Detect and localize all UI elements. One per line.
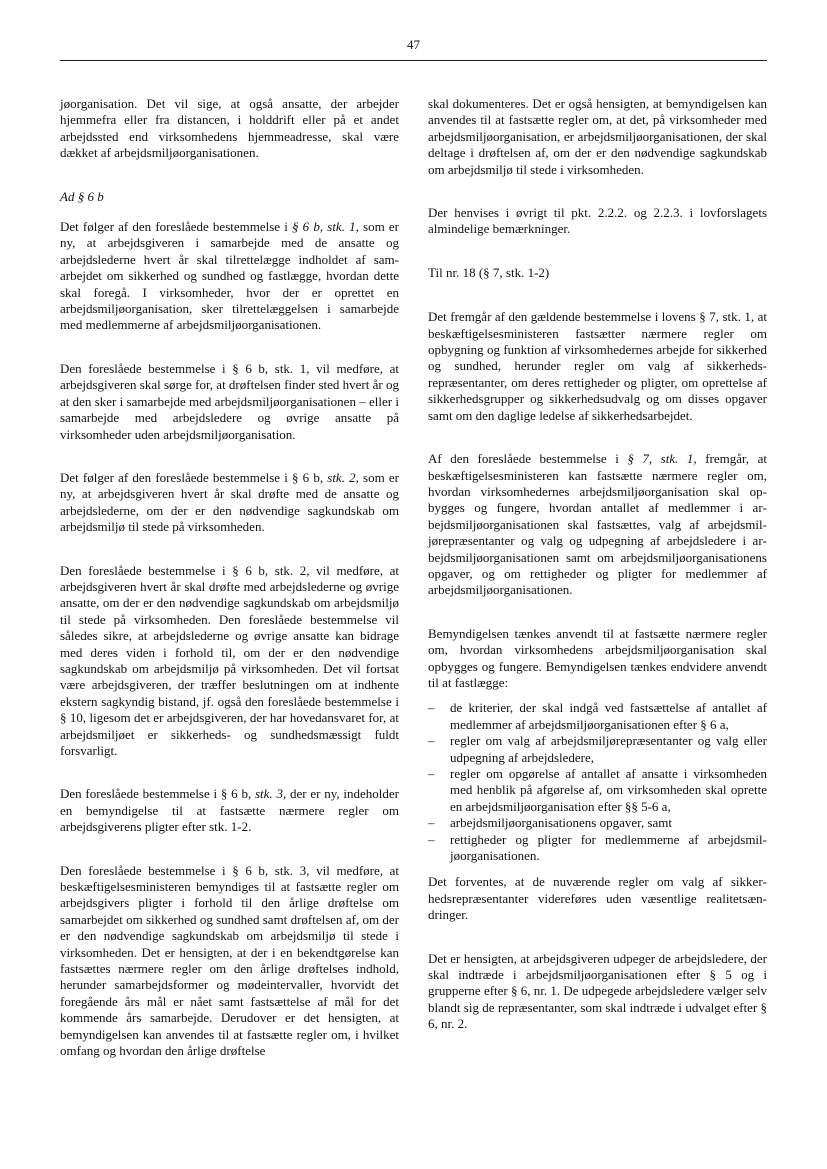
paragraph: Den foreslåede bestemmelse i § 6 b, stk. 3, vil medføre, at beskæftigelsesministeren bemyndiges til at fastsætte regler om arbejdsgivers pligter i forhold til den årlige drøftelse om samarbejdet om sikkerhed og sundhed samt drøftelsen af, om der er den nødvendige sagkundskab om arbejdsmiljø til stede i virksomheden. Det er hensigten, at der i en bekendtgørelse kan fastsættes nærmere regler om den årlige drøftelses indhold, herunder samarbejdsformer og mødeintervaller, hvorvidt det foregående års mål er nået samt fastsættelse af mål for det kommende års samarbejde. Derudover er det hensigten, at bemyndigelsen kan anvendes til at fastsætte regler om, i hvilket omfang og hvordan den årlige drøftelse: [60, 862, 399, 1059]
paragraph: skal dokumenteres. Det er også hensigten, at bemyndigelsen kan anvendes til at fastsætte regler om, at det, på virksomheder med arbejdsmiljøorganisation, er arbejdsmiljøorganisationen, der skal deltage i drøftelsen af, om der er den nødvendige sagkundskab om arbejdsmiljø til stede i virksomheden.: [428, 96, 767, 177]
paragraph: Det fremgår af den gældende bestemmelse i lovens § 7, stk. 1, at beskæftigelsesministeren fastsætter nærmere regler om opbygning og funktion af virksomhedernes arbejde for sikkerhed og sundhed, herunder regler om valg af sikkerhedsrepræsentanter, om deres rettigheder og pligter, om oprettelse af sikkerhedsgrupper og sikkerhedsudvalg og om disses opgaver samt om den daglige ledelse af sikkerhedsarbejdet.: [428, 309, 767, 423]
paragraph: jøorganisation. Det vil sige, at også ansatte, der arbejder hjemmefra eller fra distancen, i holddrift eller på et andet arbejdssted end virksomhedens hjemmeadresse, skal være dækket af arbejdsmiljøorganisationen.: [60, 96, 399, 161]
list-item: – rettigheder og pligter for medlemmerne af arbejdsmiljøorganisationen.: [428, 832, 767, 865]
page-number: 47: [407, 37, 420, 52]
paragraph: [60, 219, 399, 334]
section-heading: Ad § 6 b: [60, 188, 104, 204]
text-run: Den foreslåede bestemmelse i § 6 b,: [60, 786, 255, 802]
paragraph: Det forventes, at de nuværende regler om valg af sikkerhedsrepræsentanter videreføres uden væsentlige realitetsændringer.: [428, 874, 767, 923]
paragraph: Bemyndigelsen tænkes anvendt til at fastsætte nærmere regler om, hvordan virksomhedens arbejdsmiljøorganisation skal opbygges og fungere. Bemyndigelsen tænkes endvidere anvendt til at fastlægge:: [428, 625, 767, 690]
paragraph: [60, 786, 399, 835]
right-column: [428, 96, 767, 1060]
list-item: – regler om valg af arbejdsmiljørepræsentanter og valg eller udpegning af arbejdsledere,: [428, 733, 767, 766]
paragraph: Den foreslåede bestemmelse i § 6 b, stk. 1, vil medføre, at arbejdsgiveren skal sørge for, at drøftelsen finder sted hvert år og at den sker i samarbejde med arbejdsmiljøorganisationen – eller i samarbejde med arbejdsledere og øvrige ansatte på virksomheder uden arbejdsmiljøorganisation.: [60, 360, 399, 442]
text-run: som er ny, at arbejdsgiveren i samarbejde med de ansatte og arbejdslederne hvert år skal tilrettelægge indholdet af samarbejdet om sikkerhed og sundhed og fastlægge, hvordan dette skal foregå. I virksomheder, hvor der er oprettet en arbejdsmiljøorganisation, sker tilrettelæggelsen i samarbejde med medlemmerne af arbejdsmiljøorganisationen.: [60, 219, 399, 333]
text-run: Det følger af den foreslåede bestemmelse i: [60, 219, 293, 235]
section-heading: Til nr. 18 (§ 7, stk. 1-2): [428, 264, 550, 280]
list-item: – de kriterier, der skal indgå ved fastsættelse af antallet af medlemmer af arbejdsmiljøorganisationen efter § 6 a,: [428, 700, 767, 733]
italic-reference: § 7, stk. 1,: [627, 451, 697, 467]
italic-reference: § 6 b, stk. 1,: [292, 219, 359, 235]
paragraph: Den foreslåede bestemmelse i § 6 b, stk. 2, vil medføre, at arbejdsgiveren hvert år skal drøfte med arbejdslederne og øvrige ansatte, om der er den nødvendige sagkundskab om arbejdsmiljø til stede på virksomheden. Den foreslåede bestemmelse vil således sikre, at arbejdslederne og øvrige ansatte kan bidrage med deres viden i forhold til, om der er den nødvendige sagkundskab om arbejdsmiljø på virksomheden. Det vil fortsat være arbejdsgiveren, der træffer beslutningen om at indhente ekstern sagkyndig bistand, jf. også den foreslåede bestemmelse i § 10, ligesom det er arbejdsgiveren, der har hovedansvaret for, at arbejdsmiljøet er sikkerheds- og sundhedsmæssigt fuldt forsvarligt.: [60, 562, 399, 758]
italic-reference: stk. 2,: [327, 469, 359, 485]
paragraph: Der henvises i øvrigt til pkt. 2.2.2. og 2.2.3. i lovforslagets almindelige bemærkninger.: [428, 205, 767, 237]
header-rule: [60, 60, 767, 61]
paragraph: [60, 470, 399, 536]
text-run: Det følger af den foreslåede bestemmelse i § 6 b,: [60, 469, 328, 485]
left-column: [60, 96, 399, 1087]
text-run: fremgår, at beskæftigelsesministeren kan fastsætte nærmere regler om, hvordan virksomhedernes arbejdsmiljøorganisation skal opbygges og fungere, hvordan antallet af medlemmer i arbejdsmiljøorganisationen skal fastsættes, valg af arbejdsmiljørepræsentanter og valg og udpegning af arbejdsledere i arbejdsmiljøorganisationen samt om arbejdsmiljøorganisationens opgaver, og om rettigheder og pligter for medlemmer af arbejdsmiljøorganisationen.: [428, 451, 767, 598]
text-run: som er ny, at arbejdsgiveren hvert år skal drøfte med de ansatte og arbejdslederne, om der er den nødvendige sagkundskab om arbejdsmiljø til stede på virksomheden.: [60, 469, 399, 535]
italic-reference: stk. 3,: [254, 786, 287, 802]
list-item: – arbejdsmiljøorganisationens opgaver, samt: [428, 815, 767, 831]
list-item: – regler om opgørelse af antallet af ansatte i virksomheden med henblik på afgørelse af, om virksomheden skal oprette en arbejdsmiljøorganisation efter §§ 5-6 a,: [428, 766, 767, 815]
text-run: der er ny, indeholder en bemyndigelse til at fastsætte nærmere regler om arbejdsgiverens pligter efter stk. 1-2.: [60, 786, 399, 835]
paragraph: [428, 451, 767, 599]
paragraph: Det er hensigten, at arbejdsgiveren udpeger de arbejdsledere, der skal indtræde i arbejdsmiljøorganisationen efter § 5 og i grupperne efter § 6, nr. 1. De udpegede arbejdsledere vælger selv blandt sig de repræsentanter, som skal indtræde i udvalget efter § 6, nr. 2.: [428, 950, 767, 1032]
text-run: Af den foreslåede bestemmelse i: [428, 451, 628, 467]
dash-list: [428, 700, 767, 864]
